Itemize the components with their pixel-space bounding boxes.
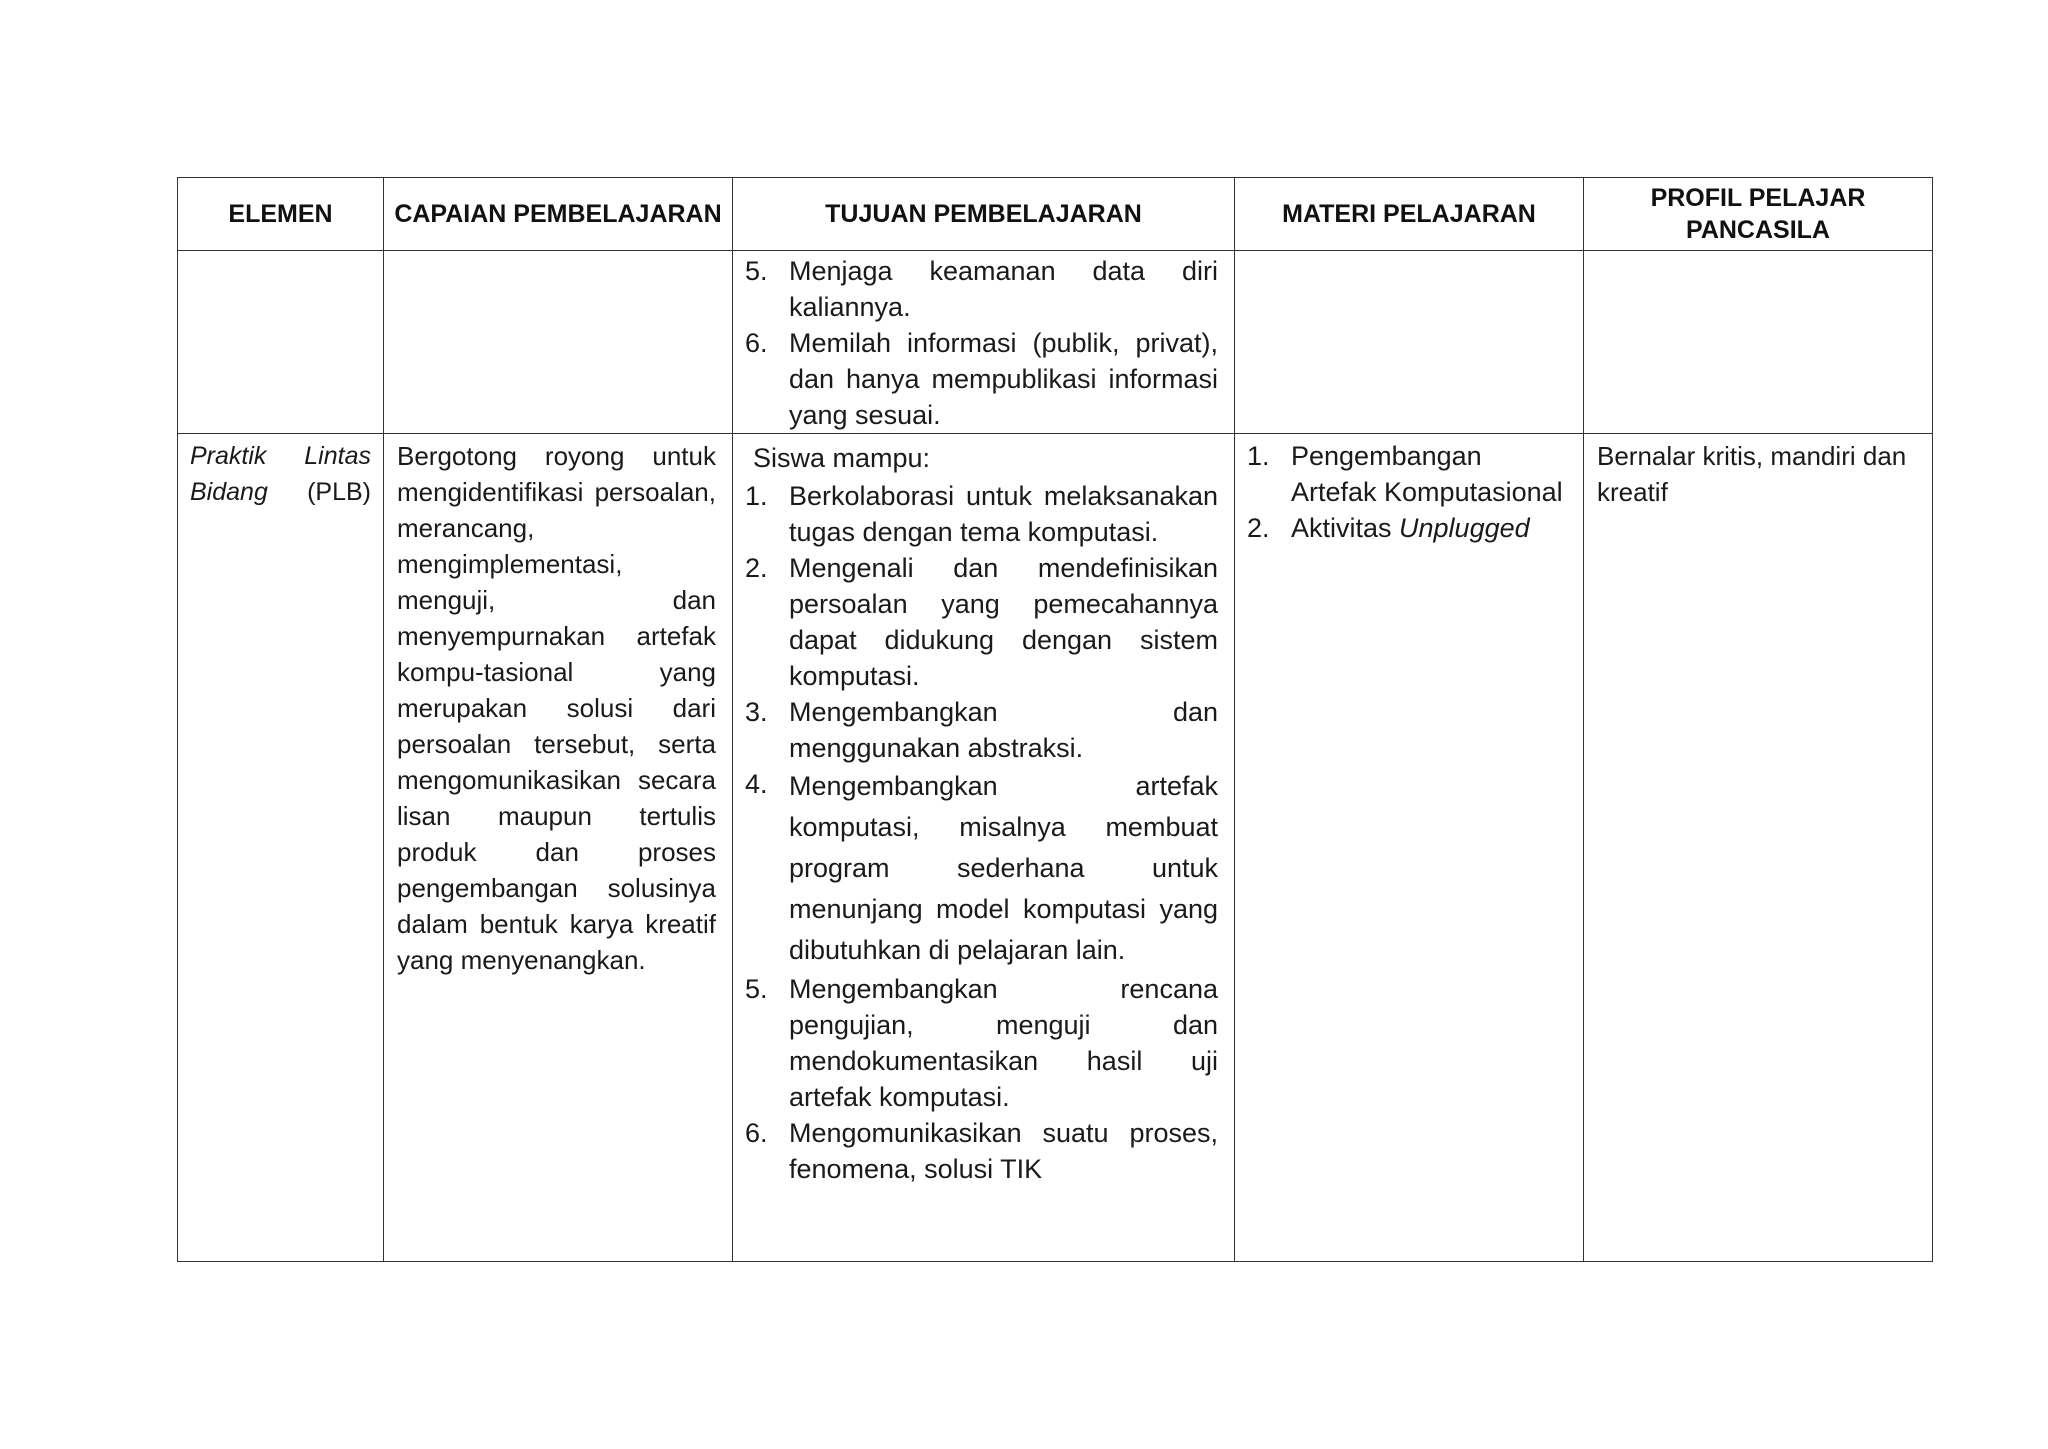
list-item-text: Memilah informasi (publik, privat), dan hanya mempublikasi informasi yang sesuai. xyxy=(789,328,1218,430)
table-row xyxy=(178,434,1933,1262)
row2-materi-cell xyxy=(1235,434,1584,1262)
row1-tujuan-list xyxy=(745,253,1218,433)
materi-italic-text: Unplugged xyxy=(1399,513,1530,543)
list-item xyxy=(745,1115,1218,1187)
header-tujuan-label: TUJUAN PEMBELAJARAN xyxy=(825,200,1142,228)
row1-materi-cell xyxy=(1235,251,1584,434)
list-item-text: Mengembangkan artefak komputasi, misalnya membuat program sederhana untuk menunjang model komputasi yang dibutuhkan di pelajaran lain. xyxy=(789,771,1218,965)
header-capaian-label: CAPAIAN PEMBELAJARAN xyxy=(394,200,722,228)
row2-profil-cell xyxy=(1584,434,1933,1262)
header-capaian xyxy=(384,178,733,251)
header-materi xyxy=(1235,178,1584,251)
elemen-line-2 xyxy=(190,474,371,510)
row2-tujuan-cell xyxy=(733,434,1235,1262)
list-item-number: 6. xyxy=(745,1118,768,1148)
table-row xyxy=(178,251,1933,434)
list-item-text: Menjaga keamanan data diri kaliannya. xyxy=(789,256,1218,322)
profil-text: Bernalar kritis, mandiri dan kreatif xyxy=(1597,441,1907,507)
list-item xyxy=(745,550,1218,694)
materi-text: Pengembangan Artefak Komputasional xyxy=(1291,441,1563,507)
row1-profil-cell xyxy=(1584,251,1933,434)
list-item-text xyxy=(1291,438,1567,510)
list-item xyxy=(745,325,1218,433)
list-item xyxy=(745,694,1218,766)
header-tujuan xyxy=(733,178,1235,251)
list-item-number: 2. xyxy=(1247,513,1270,543)
elemen-word: Bidang xyxy=(190,478,268,506)
header-profil xyxy=(1584,178,1933,251)
list-item-number: 1. xyxy=(1247,441,1270,471)
row1-tujuan-cell xyxy=(733,251,1235,434)
list-item xyxy=(745,766,1218,971)
header-elemen-label: ELEMEN xyxy=(228,200,333,228)
elemen-word: Lintas xyxy=(304,442,371,470)
row1-capaian-cell xyxy=(384,251,733,434)
header-materi-label: MATERI PELAJARAN xyxy=(1282,200,1536,228)
list-item-text: Mengembangkan rencana pengujian, menguji dan mendokumentasikan hasil uji artefak komputasi. xyxy=(789,974,1218,1112)
row2-capaian-cell xyxy=(384,434,733,1262)
list-item-text: Berkolaborasi untuk melaksanakan tugas dengan tema komputasi. xyxy=(789,481,1218,547)
table-header-row xyxy=(178,178,1933,251)
row2-elemen-cell xyxy=(178,434,384,1262)
elemen-abbreviation: (PLB) xyxy=(307,478,371,506)
capaian-text: Bergotong royong untuk mengidentifikasi persoalan, merancang, mengimplementasi, menguji, dan menyempurnakan artefak kompu-tasional yang merupakan solusi dari persoalan tersebut, serta mengomunikasikan secara lisan maupun tertulis produk dan proses pengembangan solusinya dalam bentuk karya kreatif yang menyenangkan. xyxy=(397,441,716,975)
header-elemen xyxy=(178,178,384,251)
list-item xyxy=(1247,510,1567,546)
list-item-text: Mengembangkan dan menggunakan abstraksi. xyxy=(789,697,1218,763)
curriculum-table xyxy=(177,177,1933,1262)
list-item xyxy=(745,478,1218,550)
list-item-number: 2. xyxy=(745,553,768,583)
list-item-text: Mengomunikasikan suatu proses, fenomena, solusi TIK xyxy=(789,1118,1218,1184)
list-item-number: 5. xyxy=(745,256,768,286)
list-item xyxy=(1247,438,1567,510)
list-item xyxy=(745,971,1218,1115)
elemen-word: Praktik xyxy=(190,442,267,470)
row2-tujuan-list xyxy=(745,478,1218,1187)
list-item-number: 6. xyxy=(745,328,768,358)
elemen-line-1 xyxy=(190,438,371,474)
tujuan-intro: Siswa mampu: xyxy=(753,443,931,473)
row1-elemen-cell xyxy=(178,251,384,434)
materi-text: Aktivitas xyxy=(1291,513,1400,543)
list-item-number: 3. xyxy=(745,697,768,727)
list-item-text xyxy=(1291,510,1567,546)
header-profil-label-line2: PANCASILA xyxy=(1686,216,1830,244)
list-item-number: 5. xyxy=(745,974,768,1004)
header-profil-label-line1: PROFIL PELAJAR xyxy=(1650,184,1866,212)
list-item xyxy=(745,253,1218,325)
list-item-number: 1. xyxy=(745,481,768,511)
materi-list xyxy=(1247,438,1567,546)
list-item-number: 4. xyxy=(745,769,768,799)
list-item-text: Mengenali dan mendefinisikan persoalan yang pemecahannya dapat didukung dengan sistem komputasi. xyxy=(789,553,1218,691)
